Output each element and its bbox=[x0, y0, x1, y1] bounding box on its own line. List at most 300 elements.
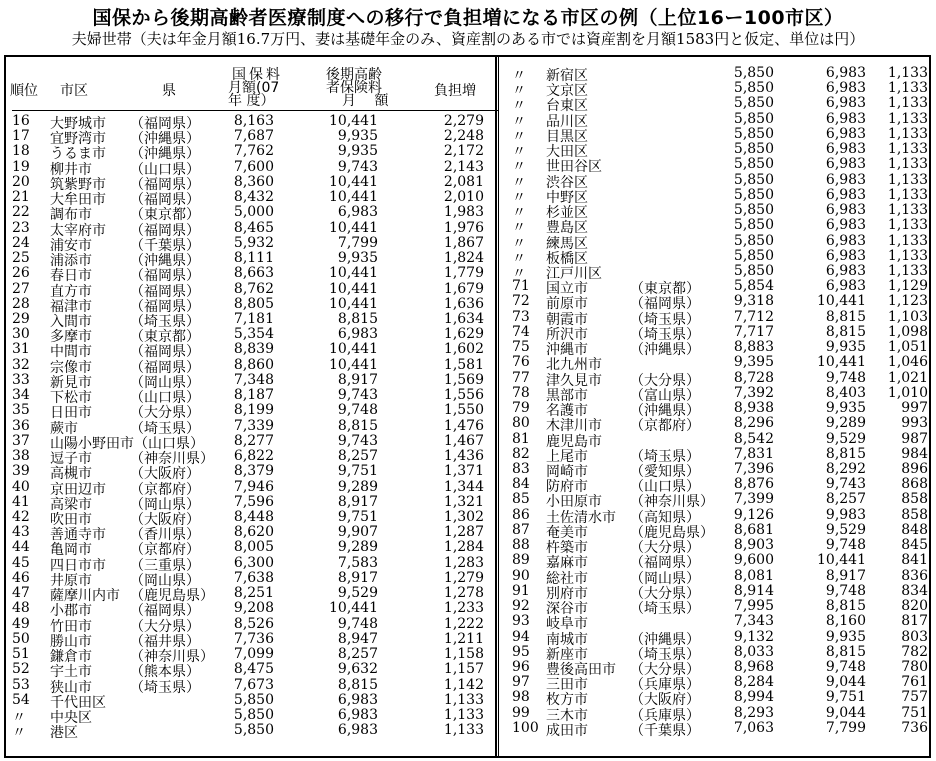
koki-cell: 6,983 bbox=[825, 232, 866, 249]
koki-cell: 6,983 bbox=[825, 217, 866, 234]
table-row bbox=[6, 689, 936, 709]
koki-cell: 9,632 bbox=[337, 661, 378, 678]
koki-cell: 8,403 bbox=[825, 384, 866, 401]
kokuho-cell: 5,932 bbox=[233, 234, 274, 251]
city-cell: 新座市 bbox=[546, 646, 588, 663]
koki-cell: 9,935 bbox=[337, 250, 378, 267]
koki-cell: 10,441 bbox=[329, 113, 378, 129]
rank-cell: 〃 bbox=[512, 98, 526, 115]
kokuho-cell: 5,850 bbox=[733, 141, 774, 158]
rank-cell: 45 bbox=[12, 554, 30, 571]
pref-cell: （山口県） bbox=[630, 479, 700, 496]
diff-cell: 1,867 bbox=[443, 234, 484, 251]
kokuho-cell: 8,663 bbox=[233, 265, 274, 282]
diff-cell: 858 bbox=[901, 491, 928, 508]
table-row bbox=[6, 400, 936, 420]
koki-cell: 10,441 bbox=[329, 356, 378, 373]
koki-cell: 10,441 bbox=[329, 265, 378, 282]
table-row bbox=[6, 293, 936, 313]
rank-cell: 〃 bbox=[12, 725, 26, 742]
pref-cell: （福岡県） bbox=[130, 359, 200, 376]
diff-cell: 1,133 bbox=[443, 722, 484, 739]
koki-cell: 6,983 bbox=[825, 247, 866, 264]
kokuho-cell: 7,946 bbox=[233, 478, 274, 495]
kokuho-cell: 7,600 bbox=[233, 158, 274, 175]
city-cell: 黒部市 bbox=[546, 387, 588, 404]
diff-cell: 1,133 bbox=[887, 202, 928, 219]
diff-cell: 1,976 bbox=[443, 219, 484, 236]
kokuho-cell: 5,850 bbox=[233, 706, 274, 723]
table-row bbox=[6, 339, 936, 359]
koki-cell: 10,441 bbox=[329, 173, 378, 190]
koki-cell: 9,044 bbox=[825, 704, 866, 721]
table-row bbox=[6, 658, 936, 678]
city-cell: 多摩市 bbox=[50, 329, 92, 346]
pref-cell: （大分県） bbox=[130, 405, 200, 422]
diff-cell: 1,123 bbox=[887, 293, 928, 310]
pref-cell: （埼玉県） bbox=[630, 311, 700, 328]
diff-cell: 820 bbox=[901, 598, 928, 615]
header-kokuho-line2: 月額(07 bbox=[228, 80, 280, 96]
koki-cell: 6,983 bbox=[825, 202, 866, 219]
rank-cell: 87 bbox=[512, 521, 530, 538]
rank-cell: 25 bbox=[12, 250, 30, 267]
rank-cell: 〃 bbox=[512, 68, 526, 84]
rank-cell: 79 bbox=[512, 400, 530, 417]
rank-cell: 21 bbox=[12, 189, 30, 206]
diff-cell: 1,133 bbox=[887, 262, 928, 279]
city-cell: 木津川市 bbox=[546, 418, 602, 435]
rank-cell: 49 bbox=[12, 615, 30, 632]
diff-cell: 1,279 bbox=[443, 569, 484, 586]
diff-cell: 1,133 bbox=[887, 186, 928, 203]
diff-cell: 1,133 bbox=[887, 156, 928, 173]
table-row bbox=[6, 125, 936, 145]
city-cell: 宗像市 bbox=[50, 359, 92, 376]
rank-cell: 91 bbox=[512, 582, 530, 599]
header-diff: 負担増 bbox=[434, 83, 476, 99]
kokuho-cell: 8,432 bbox=[233, 189, 274, 206]
kokuho-cell: 8,762 bbox=[233, 280, 274, 297]
kokuho-cell: 8,465 bbox=[233, 219, 274, 236]
pref-cell: （東京都） bbox=[130, 207, 200, 224]
diff-cell: 2,279 bbox=[443, 113, 484, 129]
koki-cell: 9,748 bbox=[825, 369, 866, 386]
koki-cell: 10,441 bbox=[329, 280, 378, 297]
kokuho-cell: 7,831 bbox=[733, 445, 774, 462]
rank-cell: 50 bbox=[12, 630, 30, 647]
city-cell: 大牟田市 bbox=[50, 192, 106, 209]
koki-cell: 9,983 bbox=[825, 506, 866, 523]
diff-cell: 2,081 bbox=[443, 173, 484, 190]
koki-cell: 6,983 bbox=[825, 278, 866, 295]
rank-cell: 82 bbox=[512, 445, 530, 462]
city-cell: 国立市 bbox=[546, 281, 588, 298]
kokuho-cell: 7,596 bbox=[233, 493, 274, 510]
city-cell: 福津市 bbox=[50, 298, 92, 315]
diff-cell: 997 bbox=[901, 400, 928, 417]
pref-cell: （福岡県） bbox=[130, 283, 200, 300]
page-subtitle: 夫婦世帯（夫は年金月額16.7万円、妻は基礎年金のみ、資産割のある市では資産割を月額1583円と仮定、単位は円） bbox=[71, 30, 865, 48]
kokuho-cell: 8,968 bbox=[733, 658, 774, 675]
table-row bbox=[6, 613, 936, 633]
koki-cell: 6,983 bbox=[337, 691, 378, 708]
table-row bbox=[6, 521, 936, 541]
rank-cell: 〃 bbox=[12, 709, 26, 726]
pref-cell: （福井県） bbox=[130, 633, 200, 650]
city-cell: 吹田市 bbox=[50, 511, 92, 528]
pref-cell: （埼玉県） bbox=[630, 326, 700, 343]
kokuho-cell: 7,399 bbox=[733, 491, 774, 508]
table-row bbox=[6, 719, 936, 739]
data-table bbox=[4, 55, 931, 758]
table-row bbox=[6, 552, 936, 572]
city-cell: 岡崎市 bbox=[546, 463, 588, 480]
city-cell: 津久見市 bbox=[546, 372, 602, 389]
city-cell: 杵築市 bbox=[546, 540, 588, 557]
diff-cell: 1,636 bbox=[443, 295, 484, 312]
city-cell: 筑紫野市 bbox=[50, 176, 106, 193]
koki-cell: 6,983 bbox=[825, 80, 866, 97]
table-row bbox=[6, 384, 936, 404]
city-cell: 竹田市 bbox=[50, 618, 92, 635]
city-cell: 三田市 bbox=[546, 677, 588, 694]
pref-cell: （福岡県） bbox=[130, 298, 200, 315]
city-cell: 新見市 bbox=[50, 374, 92, 391]
rank-cell: 16 bbox=[12, 113, 30, 129]
pref-cell: （福岡県） bbox=[130, 344, 200, 361]
koki-cell: 6,983 bbox=[337, 326, 378, 343]
rank-cell: 54 bbox=[12, 691, 30, 708]
koki-cell: 6,983 bbox=[825, 262, 866, 279]
kokuho-cell: 8,360 bbox=[233, 173, 274, 190]
table-row bbox=[6, 537, 936, 557]
city-cell: 逗子市 bbox=[50, 451, 92, 468]
rank-cell: 22 bbox=[12, 204, 30, 221]
kokuho-cell: 8,277 bbox=[233, 432, 274, 449]
pref-cell: （愛知県） bbox=[630, 463, 700, 480]
rank-cell: 85 bbox=[512, 491, 530, 508]
koki-cell: 6,983 bbox=[825, 125, 866, 142]
city-cell: 豊島区 bbox=[546, 220, 588, 237]
diff-cell: 1,010 bbox=[887, 384, 928, 401]
koki-cell: 9,748 bbox=[825, 582, 866, 599]
koki-cell: 10,441 bbox=[329, 189, 378, 206]
pref-cell: （沖縄県） bbox=[630, 631, 700, 648]
table-row bbox=[6, 445, 936, 465]
koki-cell: 6,983 bbox=[825, 141, 866, 158]
city-cell: 総社市 bbox=[546, 570, 588, 587]
diff-cell: 1,556 bbox=[443, 387, 484, 404]
pref-cell: （埼玉県） bbox=[630, 448, 700, 465]
pref-cell: （東京都） bbox=[630, 281, 700, 298]
pref-cell: （沖縄県） bbox=[630, 403, 700, 420]
diff-cell: 1,158 bbox=[443, 646, 484, 663]
kokuho-cell: 6,300 bbox=[233, 554, 274, 571]
diff-cell: 1,569 bbox=[443, 371, 484, 388]
kokuho-cell: 7,717 bbox=[733, 323, 774, 340]
kokuho-cell: 8,033 bbox=[733, 643, 774, 660]
diff-cell: 1,157 bbox=[443, 661, 484, 678]
koki-cell: 7,799 bbox=[337, 234, 378, 251]
pref-cell: （大分県） bbox=[630, 585, 700, 602]
pref-cell: （福岡県） bbox=[130, 192, 200, 209]
diff-cell: 1,467 bbox=[443, 432, 484, 449]
diff-cell: 848 bbox=[901, 521, 928, 538]
diff-cell: 1,133 bbox=[887, 125, 928, 142]
city-cell: 枚方市 bbox=[546, 692, 588, 709]
city-cell: 南城市 bbox=[546, 631, 588, 648]
kokuho-cell: 8,293 bbox=[733, 704, 774, 721]
city-cell: 宇土市 bbox=[50, 664, 92, 681]
table-row bbox=[6, 491, 936, 511]
table-row bbox=[6, 369, 936, 389]
city-cell: 薩摩川内市 bbox=[50, 588, 120, 605]
pref-cell: （埼玉県） bbox=[630, 601, 700, 618]
diff-cell: 845 bbox=[901, 537, 928, 554]
koki-cell: 10,441 bbox=[329, 341, 378, 358]
rank-cell: 46 bbox=[12, 569, 30, 586]
diff-cell: 1,550 bbox=[443, 402, 484, 419]
city-cell: 所沢市 bbox=[546, 326, 588, 343]
diff-cell: 1,629 bbox=[443, 326, 484, 343]
city-cell: 直方市 bbox=[50, 283, 92, 300]
pref-cell: （大阪府） bbox=[130, 466, 200, 483]
pref-cell: （福岡県） bbox=[130, 268, 200, 285]
city-cell: 中央区 bbox=[50, 709, 92, 726]
pref-cell: （鹿児島県） bbox=[130, 588, 214, 605]
rank-cell: 74 bbox=[512, 323, 530, 340]
pref-cell: （沖縄県） bbox=[130, 146, 200, 163]
city-cell: 江戸川区 bbox=[546, 265, 602, 282]
koki-cell: 10,441 bbox=[817, 293, 866, 310]
pref-cell: （埼玉県） bbox=[130, 420, 200, 437]
city-cell: 豊後高田市 bbox=[546, 661, 616, 678]
kokuho-cell: 8,681 bbox=[733, 521, 774, 538]
rank-cell: 88 bbox=[512, 537, 530, 554]
city-cell: 新宿区 bbox=[546, 68, 588, 84]
city-cell: 朝霞市 bbox=[546, 311, 588, 328]
koki-cell: 6,983 bbox=[825, 110, 866, 127]
kokuho-cell: 8,379 bbox=[233, 463, 274, 480]
diff-cell: 841 bbox=[901, 552, 928, 569]
city-cell: 春日市 bbox=[50, 268, 92, 285]
rank-cell: 86 bbox=[512, 506, 530, 523]
table-row bbox=[6, 567, 936, 587]
diff-cell: 1,133 bbox=[887, 217, 928, 234]
diff-cell: 1,133 bbox=[887, 247, 928, 264]
kokuho-cell: 7,638 bbox=[233, 569, 274, 586]
diff-cell: 987 bbox=[901, 430, 928, 447]
koki-cell: 8,815 bbox=[825, 323, 866, 340]
kokuho-cell: 7,673 bbox=[233, 676, 274, 693]
rank-cell: 42 bbox=[12, 508, 30, 525]
kokuho-cell: 7,392 bbox=[733, 384, 774, 401]
diff-cell: 1,133 bbox=[887, 110, 928, 127]
rank-cell: 37 bbox=[12, 432, 30, 449]
rank-cell: 36 bbox=[12, 417, 30, 434]
diff-cell: 993 bbox=[901, 415, 928, 432]
header-pref: 県 bbox=[162, 83, 176, 99]
pref-cell: （千葉県） bbox=[630, 722, 700, 739]
rank-cell: 〃 bbox=[512, 189, 526, 206]
koki-cell: 9,935 bbox=[825, 400, 866, 417]
koki-cell: 9,935 bbox=[825, 339, 866, 356]
diff-cell: 2,172 bbox=[443, 143, 484, 160]
kokuho-cell: 7,687 bbox=[233, 128, 274, 145]
rank-cell: 75 bbox=[512, 339, 530, 356]
kokuho-cell: 9,318 bbox=[733, 293, 774, 310]
pref-cell: （大阪府） bbox=[130, 511, 200, 528]
pref-cell: （福岡県） bbox=[630, 296, 700, 313]
koki-cell: 10,441 bbox=[329, 600, 378, 617]
kokuho-cell: 8,728 bbox=[733, 369, 774, 386]
rank-cell: 89 bbox=[512, 552, 530, 569]
pref-cell: （沖縄県） bbox=[130, 253, 200, 270]
pref-cell: （香川県） bbox=[130, 527, 200, 544]
rank-cell: 33 bbox=[12, 371, 30, 388]
diff-cell: 2,248 bbox=[443, 128, 484, 145]
diff-cell: 1,103 bbox=[887, 308, 928, 325]
koki-cell: 6,983 bbox=[337, 706, 378, 723]
diff-cell: 1,476 bbox=[443, 417, 484, 434]
city-cell: 目黒区 bbox=[546, 128, 588, 145]
koki-cell: 9,289 bbox=[825, 415, 866, 432]
table-row bbox=[6, 232, 936, 252]
kokuho-cell: 8,938 bbox=[733, 400, 774, 417]
kokuho-cell: 8,296 bbox=[733, 415, 774, 432]
table-row bbox=[6, 202, 936, 222]
table-row bbox=[6, 674, 936, 694]
header-rank: 順位 bbox=[10, 83, 38, 99]
city-cell: 前原市 bbox=[546, 296, 588, 313]
pref-cell: （埼玉県） bbox=[630, 646, 700, 663]
rank-cell: 51 bbox=[12, 646, 30, 663]
kokuho-cell: 8,005 bbox=[233, 539, 274, 556]
diff-cell: 1,436 bbox=[443, 448, 484, 465]
kokuho-cell: 8,475 bbox=[233, 661, 274, 678]
rank-cell: 97 bbox=[512, 674, 530, 691]
table-row bbox=[6, 628, 936, 648]
pref-cell: （埼玉県） bbox=[130, 679, 200, 696]
pref-cell: （沖縄県） bbox=[630, 342, 700, 359]
pref-cell: （福岡県） bbox=[130, 603, 200, 620]
city-cell: 渋谷区 bbox=[546, 174, 588, 191]
rank-cell: 48 bbox=[12, 600, 30, 617]
rank-cell: 19 bbox=[12, 158, 30, 175]
koki-cell: 9,743 bbox=[337, 158, 378, 175]
kokuho-cell: 7,736 bbox=[233, 630, 274, 647]
city-cell: 小郡市 bbox=[50, 603, 92, 620]
rank-cell: 84 bbox=[512, 476, 530, 493]
kokuho-cell: 5,850 bbox=[733, 186, 774, 203]
diff-cell: 2,010 bbox=[443, 189, 484, 206]
header-kokuho-line1: 国保料 bbox=[232, 67, 283, 83]
diff-cell: 1,133 bbox=[887, 80, 928, 97]
kokuho-cell: 7,339 bbox=[233, 417, 274, 434]
city-cell: 北九州市 bbox=[546, 357, 602, 374]
rank-cell: 73 bbox=[512, 308, 530, 325]
kokuho-cell: 8,284 bbox=[733, 674, 774, 691]
diff-cell: 1,344 bbox=[443, 478, 484, 495]
koki-cell: 8,815 bbox=[825, 308, 866, 325]
rank-cell: 47 bbox=[12, 585, 30, 602]
koki-cell: 9,748 bbox=[337, 615, 378, 632]
city-cell: 千代田区 bbox=[50, 694, 106, 711]
header-koki-line1: 後期高齢 bbox=[326, 67, 382, 83]
koki-cell: 10,441 bbox=[817, 552, 866, 569]
rank-cell: 〃 bbox=[512, 220, 526, 237]
diff-cell: 1,321 bbox=[443, 493, 484, 510]
city-cell: 中野区 bbox=[546, 189, 588, 206]
rank-cell: 〃 bbox=[512, 265, 526, 282]
city-cell: 京田辺市 bbox=[50, 481, 106, 498]
koki-cell: 6,983 bbox=[825, 171, 866, 188]
pref-cell: （岡山県） bbox=[130, 374, 200, 391]
diff-cell: 896 bbox=[901, 460, 928, 477]
kokuho-cell: 5,850 bbox=[733, 232, 774, 249]
pref-cell: （神奈川県） bbox=[130, 649, 214, 666]
table-row bbox=[6, 476, 936, 496]
table-row bbox=[6, 95, 936, 115]
table-row bbox=[6, 110, 936, 130]
rank-cell: 〃 bbox=[512, 83, 526, 100]
koki-cell: 6,983 bbox=[337, 722, 378, 739]
kokuho-cell: 7,343 bbox=[733, 613, 774, 630]
rank-cell: 〃 bbox=[512, 159, 526, 176]
diff-cell: 751 bbox=[901, 704, 928, 721]
pref-cell: （富山県） bbox=[630, 387, 700, 404]
koki-cell: 8,815 bbox=[825, 598, 866, 615]
rank-cell: 94 bbox=[512, 628, 530, 645]
koki-cell: 9,529 bbox=[825, 521, 866, 538]
pref-cell: （大分県） bbox=[630, 540, 700, 557]
pref-cell: （山口県） bbox=[134, 435, 204, 452]
table-row bbox=[6, 460, 936, 480]
kokuho-cell: 8,805 bbox=[233, 295, 274, 312]
koki-cell: 8,257 bbox=[337, 646, 378, 663]
rank-cell: 99 bbox=[512, 704, 530, 721]
rank-cell: 71 bbox=[512, 278, 530, 295]
table-row bbox=[6, 643, 936, 663]
kokuho-cell: 8,860 bbox=[233, 356, 274, 373]
rank-cell: 90 bbox=[512, 567, 530, 584]
diff-cell: 1,581 bbox=[443, 356, 484, 373]
table-row bbox=[6, 65, 936, 84]
diff-cell: 1,371 bbox=[443, 463, 484, 480]
city-cell: 山陽小野田市 bbox=[50, 435, 134, 452]
koki-cell: 10,441 bbox=[817, 354, 866, 371]
page-title: 国保から後期高齢者医療制度への移行で負担増になる市区の例（上位16ー100市区） bbox=[92, 7, 844, 29]
diff-cell: 1,302 bbox=[443, 508, 484, 525]
koki-cell: 9,935 bbox=[337, 143, 378, 160]
city-cell: 土佐清水市 bbox=[546, 509, 616, 526]
pref-cell: （福岡県） bbox=[630, 555, 700, 572]
kokuho-cell: 5,000 bbox=[233, 204, 274, 221]
kokuho-cell: 8,542 bbox=[733, 430, 774, 447]
rank-cell: 39 bbox=[12, 463, 30, 480]
diff-cell: 1,133 bbox=[887, 65, 928, 81]
kokuho-cell: 7,396 bbox=[733, 460, 774, 477]
rank-cell: 27 bbox=[12, 280, 30, 297]
city-cell: 小田原市 bbox=[546, 494, 602, 511]
kokuho-cell: 6,822 bbox=[233, 448, 274, 465]
koki-cell: 8,947 bbox=[337, 630, 378, 647]
koki-cell: 10,441 bbox=[329, 295, 378, 312]
pref-cell: （沖縄県） bbox=[130, 131, 200, 148]
pref-cell: （京都府） bbox=[130, 542, 200, 559]
diff-cell: 1,284 bbox=[443, 539, 484, 556]
